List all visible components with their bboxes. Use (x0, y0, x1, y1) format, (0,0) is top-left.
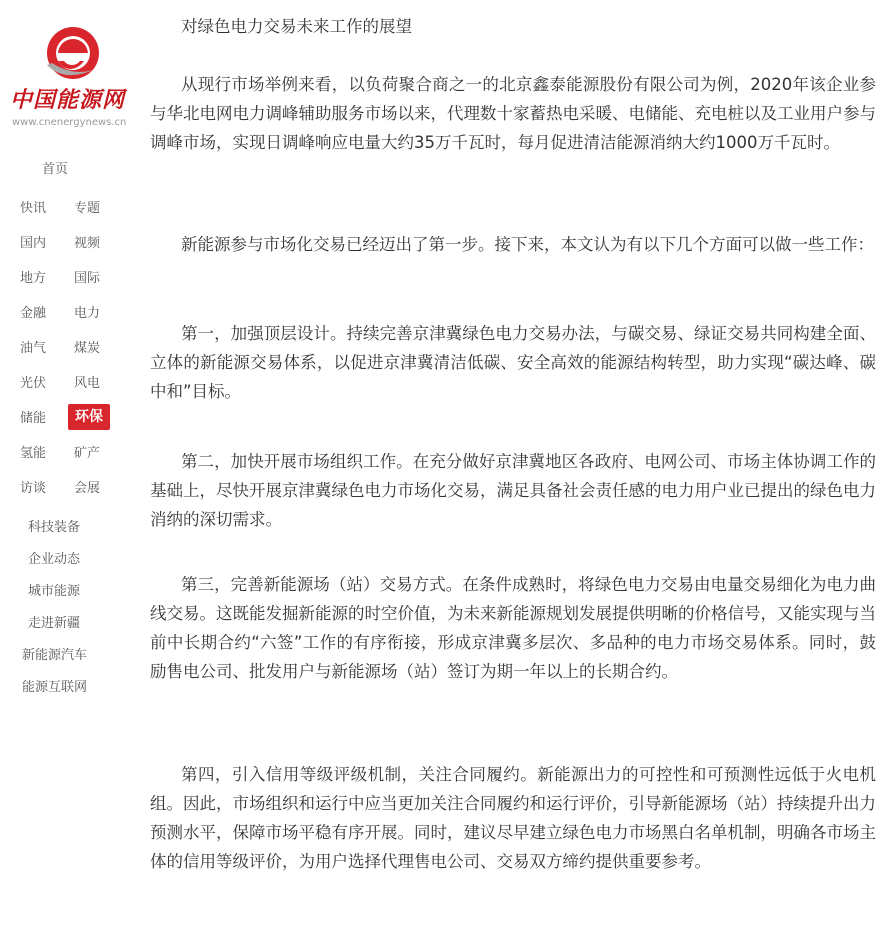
nav-item[interactable]: 氢能 (20, 446, 47, 461)
paragraph: 第一，加强顶层设计。持续完善京津冀绿色电力交易办法，与碳交易、绿证交易共同构建全面、立体的新能源交易体系，以促进京津冀清洁低碳、安全高效的能源结构转型，助力实现“碳达峰、碳中和”目标。 (150, 324, 876, 401)
nav-item[interactable]: 访谈 (20, 481, 47, 496)
paragraph: 第二，加快开展市场组织工作。在充分做好京津冀地区各政府、电网公司、市场主体协调工作的基础上，尽快开展京津冀绿色电力市场化交易，满足具备社会责任感的电力用户业已提出的绿色电力消纳的深切需求。 (150, 452, 876, 529)
sidebar (0, 0, 138, 931)
paragraph: 第三，完善新能源场（站）交易方式。在条件成熟时，将绿色电力交易由电量交易细化为电力曲线交易。这既能发掘新能源的时空价值，为未来新能源规划发展提供明晰的价格信号，又能实现与当前中长期合约“六签”工作的有序衔接，形成京津冀多层次、多品种的电力市场交易体系。同时，鼓励售电公司、批发用户与新能源场（站）签订为期一年以上的长期合约。 (150, 575, 876, 681)
nav-item[interactable]: 地方 (20, 271, 47, 286)
nav-list-item[interactable]: 企业动态 (28, 552, 81, 567)
nav-item[interactable]: 国际 (74, 271, 101, 286)
nav-item[interactable]: 油气 (20, 341, 47, 356)
nav-item[interactable]: 电力 (74, 306, 101, 321)
site-logo[interactable] (8, 25, 132, 135)
paragraph: 第四，引入信用等级评级机制，关注合同履约。新能源出力的可控性和可预测性远低于火电机组。因此，市场组织和运行中应当更加关注合同履约和运行评价，引导新能源场（站）持续提升出力预测水平，保障市场平稳有序开展。同时，建议尽早建立绿色电力市场黑白名单机制，明确各市场主体的信用等级评价，为用户选择代理售电公司、交易双方缔约提供重要参考。 (150, 765, 876, 871)
nav-item-active[interactable]: 环保 (68, 404, 110, 430)
nav-list-item[interactable]: 科技装备 (28, 520, 81, 535)
nav-item[interactable]: 光伏 (20, 376, 47, 391)
nav-item[interactable]: 风电 (74, 376, 101, 391)
nav-list-item[interactable]: 走进新疆 (28, 616, 81, 631)
logo-e-icon (44, 25, 102, 81)
logo-url: www.cnenergynews.cn (12, 117, 127, 128)
nav-item[interactable]: 专题 (74, 201, 101, 216)
article-body (150, 0, 876, 931)
nav-item[interactable]: 金融 (20, 306, 47, 321)
nav-home[interactable]: 首页 (42, 162, 69, 177)
nav-list-item[interactable]: 城市能源 (28, 584, 81, 599)
section-heading: 对绿色电力交易未来工作的展望 (181, 17, 412, 36)
nav-list-item[interactable]: 新能源汽车 (22, 648, 88, 663)
nav-item[interactable]: 视频 (74, 236, 101, 251)
nav-item[interactable]: 矿产 (74, 446, 101, 461)
nav-item[interactable]: 储能 (20, 411, 47, 426)
paragraph: 从现行市场举例来看，以负荷聚合商之一的北京鑫泰能源股份有限公司为例，2020年该企业参与华北电网电力调峰辅助服务市场以来，代理数十家蓄热电采暖、电储能、充电桩以及工业用户参与调峰市场，实现日调峰响应电量大约35万千瓦时，每月促进清洁能源消纳大约1000万千瓦时。 (150, 75, 876, 152)
nav-item[interactable]: 会展 (74, 481, 101, 496)
paragraph: 新能源参与市场化交易已经迈出了第一步。接下来，本文认为有以下几个方面可以做一些工作： (181, 235, 874, 254)
nav-list-item[interactable]: 能源互联网 (22, 680, 88, 695)
nav-item[interactable]: 煤炭 (74, 341, 101, 356)
nav-item[interactable]: 国内 (20, 236, 47, 251)
logo-wordmark: 中国能源网 (10, 87, 126, 113)
nav-item[interactable]: 快讯 (20, 201, 47, 216)
